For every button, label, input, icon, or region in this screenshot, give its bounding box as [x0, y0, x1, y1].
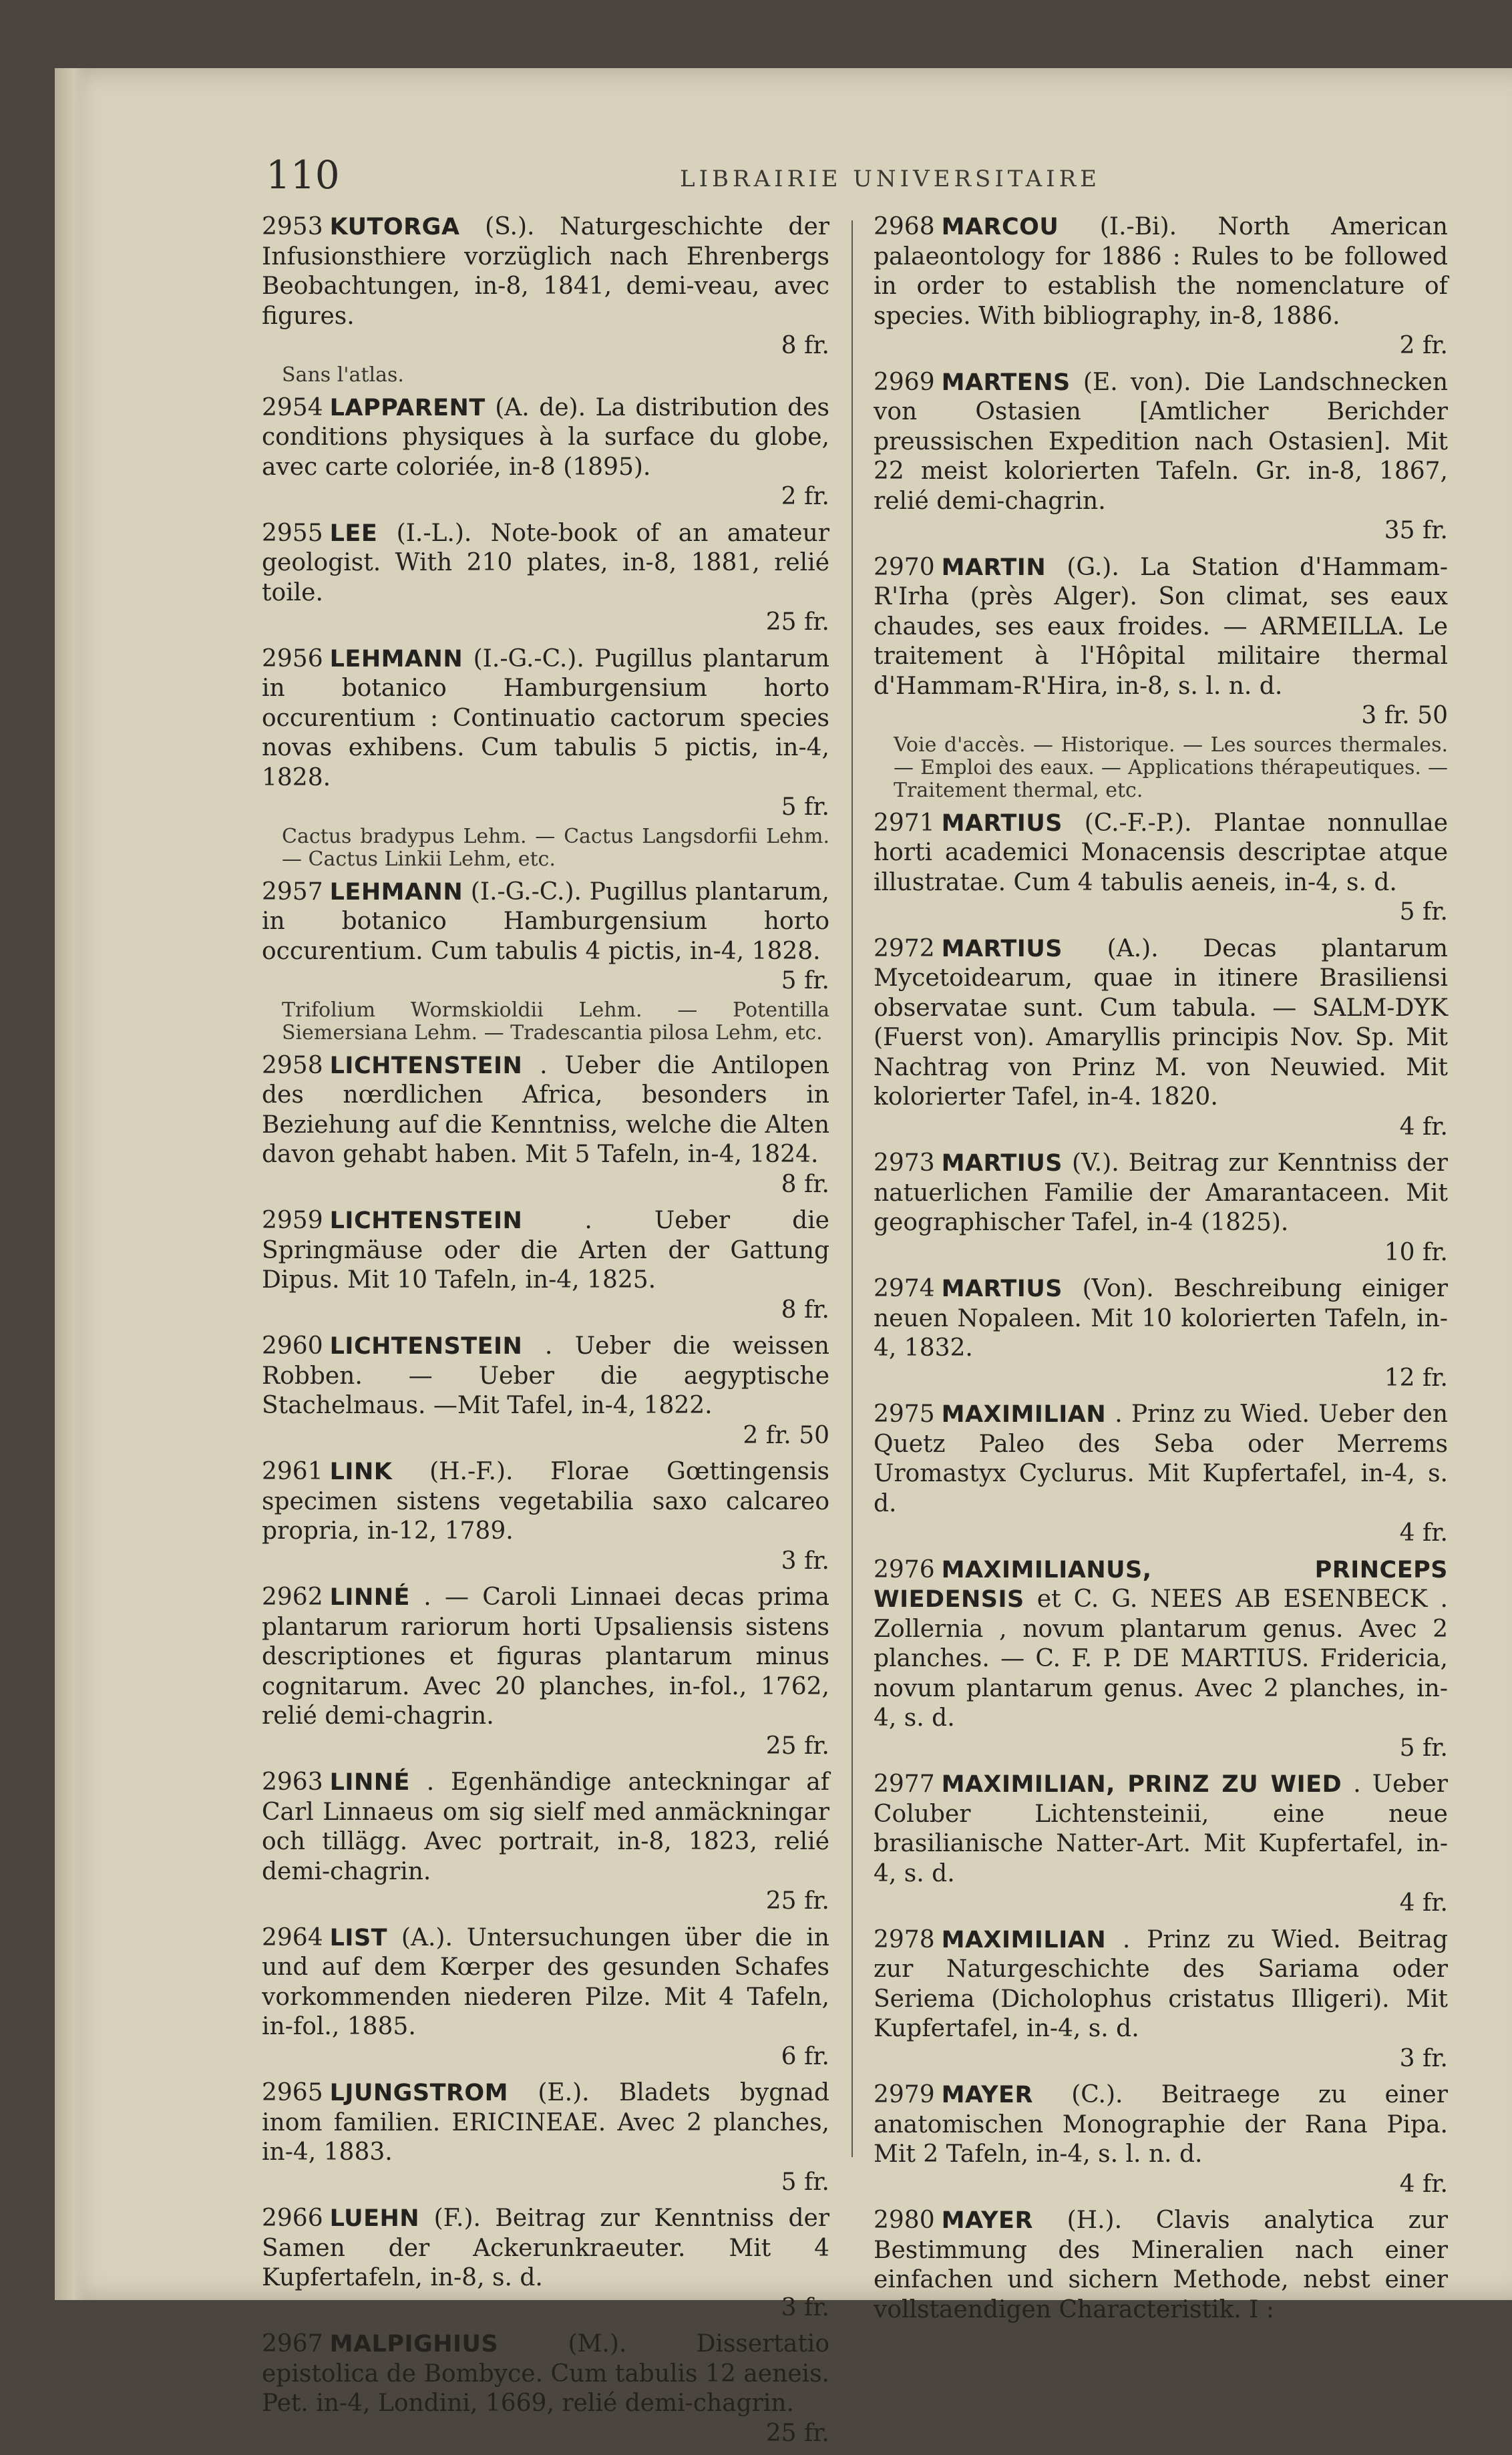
entry-description: (H.-F.). Florae Gœttingensis specimen sistens vegetabilia saxo calcareo propria, in-12, 1789. [262, 1458, 829, 1545]
entry-body [874, 212, 1448, 361]
entry-author: MAYER [941, 2082, 1033, 2108]
catalogue-entry [874, 553, 1448, 802]
entry-note: Trifolium Wormskioldii Lehm. — Potentilla Siemersiana Lehm. — Tradescantia pilosa Lehm, etc. [282, 998, 829, 1045]
entry-author: MARCOU [941, 214, 1059, 240]
entry-author: MARTIUS [941, 809, 1063, 837]
catalogue-entry [262, 1206, 829, 1325]
catalogue-entry [874, 1770, 1448, 1919]
entry-body [874, 809, 1448, 928]
entry-price: 25 fr. [765, 1732, 829, 1760]
entry-author: MAXIMILIAN [941, 1401, 1107, 1428]
entry-body [262, 1051, 829, 1200]
entry-description: . Ueber Coluber Lichtensteinii, eine neue brasilianische Natter-Art. Mit Kupfertafel, in-4, s. d. [874, 1770, 1449, 1887]
entry-price: 5 fr. [781, 2168, 829, 2196]
entry-description: et C. G. NEES AB ESENBECK . Zollernia , novum plantarum genus. Avec 2 planches. — C. F. P. DE MARTIUS. Fridericia, novum plantarum genus. Avec 2 planches, in-4, s. d. [874, 1585, 1448, 1732]
entry-author: MARTIN [941, 554, 1047, 581]
entry-body [874, 1400, 1448, 1549]
catalogue-entry [874, 1149, 1448, 1268]
entry-number: 2953 [262, 213, 323, 240]
entry-body [262, 519, 829, 638]
entry-description: (V.). Beitrag zur Kenntniss der natuerlichen Familie der Amarantaceen. Mit geographischer Tafel, in-4 (1825). [874, 1149, 1448, 1236]
entry-description: (A. de). La distribution des conditions physiques à la surface du globe, avec carte coloriée, in-8 (1895). [262, 393, 829, 481]
entry-description: . Prinz zu Wied. Beitrag zur Naturgeschichte des Sariama oder Seriema (Dicholophus cristatus Illigeri). Mit Kupfertafel, in-4, s. d. [874, 1925, 1448, 2042]
entry-price: 4 fr. [1399, 1113, 1448, 1141]
entry-price: 12 fr. [1384, 1364, 1448, 1392]
entry-author: LINK [329, 1459, 393, 1485]
entry-author: LINNÉ [329, 1584, 410, 1611]
catalogue-entry [874, 2080, 1448, 2199]
entry-description: (M.). Dissertatio epistolica de Bombyce. Cum tabulis 12 aeneis. Pet. in-4, Londini, 1669, relié demi-chagrin. [262, 2330, 829, 2417]
entry-body [874, 934, 1448, 1143]
entry-author: MAXIMILIAN [941, 1926, 1107, 1953]
catalogue-entry [262, 878, 829, 1045]
entry-body [874, 1555, 1448, 1764]
entry-author: LINNÉ [329, 1769, 410, 1796]
catalogue-entry [262, 1051, 829, 1200]
entry-description: (I.-G.-C.). Pugillus plantarum in botanico Hamburgensium horto occurentium : Continuatio cactorum species novas exhibens. Cum tabulis 5 pictis, in-4, 1828. [262, 644, 829, 791]
entry-author: LICHTENSTEIN [329, 1052, 523, 1079]
catalogue-entry [262, 1583, 829, 1761]
entry-number: 2966 [262, 2205, 323, 2232]
running-head: LIBRAIRIE UNIVERSITAIRE [680, 166, 1101, 192]
catalogue-entry [262, 1768, 829, 1917]
entry-number: 2965 [262, 2079, 323, 2106]
entry-author: LICHTENSTEIN [329, 1207, 523, 1234]
entry-number: 2969 [874, 368, 935, 396]
entry-number: 2959 [262, 1207, 323, 1234]
catalogue-entry [874, 2206, 1448, 2325]
entry-description: (F.). Beitrag zur Kenntniss der Samen der Ackerunkraeuter. Mit 4 Kupfertafeln, in-8, s. d. [262, 2205, 829, 2291]
entry-author: LJUNGSTROM [329, 2080, 509, 2106]
left-column [262, 212, 829, 2455]
entry-body [874, 368, 1448, 546]
entry-description: . — Caroli Linnaei decas prima plantarum rariorum horti Upsaliensis sistens descriptiones et figuras plantarum minus cognitarum. Avec 20 planches, in-fol., 1762, relié demi-chagrin. [262, 1583, 830, 1730]
entry-author: LEE [329, 520, 378, 547]
entry-description: (C.). Beitraege zu einer anatomischen Monographie der Rana Pipa. Mit 2 Tafeln, in-4, s. l. n. d. [874, 2081, 1448, 2168]
entry-body [874, 1925, 1448, 2074]
entry-author: LIST [329, 1924, 388, 1951]
entry-number: 2968 [874, 213, 935, 240]
entry-number: 2978 [874, 1925, 935, 1953]
entry-body [262, 2329, 829, 2448]
page-header [266, 152, 1441, 199]
entry-body [262, 644, 829, 823]
entry-number: 2962 [262, 1583, 323, 1611]
entry-author: LUEHN [329, 2205, 420, 2232]
entry-price: 5 fr. [1399, 898, 1448, 926]
entry-body [262, 1457, 829, 1576]
entry-number: 2973 [874, 1149, 935, 1177]
entry-description: (A.). Untersuchungen über die in und auf dem Kœrper des gesunden Schafes vorkommenden niederen Pilze. Mit 4 Tafeln, in-fol., 1885. [262, 1923, 829, 2040]
entry-number: 2972 [874, 934, 935, 962]
entry-price: 5 fr. [781, 793, 829, 821]
entry-number: 2961 [262, 1458, 323, 1485]
entry-body [262, 1206, 829, 1325]
catalogue-entry [874, 212, 1448, 361]
catalogue-entry [874, 368, 1448, 546]
entry-author: MALPIGHIUS [329, 2331, 499, 2357]
catalogue-entry [874, 809, 1448, 928]
entry-body [874, 1274, 1448, 1393]
entry-number: 2979 [874, 2081, 935, 2108]
entry-body [262, 2078, 829, 2197]
entry-number: 2980 [874, 2207, 935, 2234]
column-divider [852, 220, 853, 2157]
catalogue-entry [874, 1925, 1448, 2074]
entry-description: (H.). Clavis analytica zur Bestimmung des Mineralien nach einer einfachen und sichern Methode, nebst einer vollstaendigen Characteristik. I : [874, 2207, 1448, 2323]
entry-price: 4 fr. [1399, 1889, 1448, 1917]
entry-number: 2977 [874, 1770, 935, 1798]
entry-number: 2958 [262, 1051, 323, 1079]
entry-description: (I.-Bi). North American palaeontology for 1886 : Rules to be followed in order to establish the nomenclature of species. With bibliography, in-8, 1886. [874, 213, 1448, 330]
entry-body [262, 393, 829, 512]
entry-description: (S.). Naturgeschichte der Infusionsthiere vorzüglich nach Ehrenbergs Beobachtungen, in-8, 1841, demi-veau, avec figures. [262, 213, 829, 330]
entry-number: 2970 [874, 553, 935, 581]
entry-body [874, 2080, 1448, 2199]
entry-price: 5 fr. [1399, 1734, 1448, 1762]
entry-author: LAPPARENT [329, 394, 486, 421]
entry-author: MAXIMILIAN, PRINZ ZU WIED [941, 1771, 1342, 1798]
entry-description: (I.-G.-C.). Pugillus plantarum, in botanico Hamburgensium horto occurentium. Cum tabulis 4 pictis, in-4, 1828. [262, 878, 829, 965]
page-gutter-shadow [55, 68, 87, 2300]
entry-description: . Prinz zu Wied. Ueber den Quetz Paleo des Seba oder Merrems Uromastyx Cyclurus. Mit Kupfertafel, in-4, s. d. [874, 1400, 1448, 1517]
entry-price: 10 fr. [1384, 1238, 1448, 1266]
entry-number: 2954 [262, 393, 323, 421]
entry-note: Cactus bradypus Lehm. — Cactus Langsdorfii Lehm. — Cactus Linkii Lehm, etc. [282, 824, 829, 871]
entry-description: (A.). Decas plantarum Mycetoidearum, quae in itinere Brasiliensi observatae sunt. Cum tabula. — SALM-DYK (Fuerst von). Amaryllis principis Nov. Sp. Mit Nachtrag von Prinz M. von Neuwied. Mit kolorierter Tafel, in-4. 1820. [874, 934, 1448, 1111]
entry-description: (Von). Beschreibung einiger neuen Nopaleen. Mit 10 kolorierten Tafeln, in-4, 1832. [874, 1275, 1448, 1362]
catalogue-entry [262, 393, 829, 512]
entry-body [262, 212, 829, 361]
entry-body [262, 1332, 829, 1451]
entry-author: MAYER [941, 2207, 1033, 2234]
entry-price: 2 fr. [781, 483, 829, 510]
entry-price: 6 fr. [781, 2042, 829, 2070]
entry-note: Voie d'accès. — Historique. — Les sources thermales. — Emploi des eaux. — Applications thérapeutiques. — Traitement thermal, etc. [894, 733, 1448, 802]
entry-body [874, 1770, 1448, 1919]
entry-price: 8 fr. [781, 1170, 829, 1198]
entry-description: . Ueber die weissen Robben. — Ueber die aegyptische Stachelmaus. —Mit Tafel, in-4, 1822. [262, 1332, 829, 1419]
catalogue-entry [874, 1274, 1448, 1393]
catalogue-entry [874, 1400, 1448, 1549]
entry-author: MARTIUS [941, 1150, 1063, 1177]
entry-price: 3 fr. 50 [1361, 702, 1448, 729]
entry-body [262, 1583, 829, 1761]
catalogue-entry [874, 1555, 1448, 1764]
entry-body [262, 1768, 829, 1917]
entry-number: 2975 [874, 1400, 935, 1428]
entry-number: 2971 [874, 809, 935, 837]
entry-number: 2964 [262, 1923, 323, 1951]
entry-body [874, 1149, 1448, 1268]
entry-body [874, 553, 1448, 731]
entry-price: 3 fr. [1399, 2044, 1448, 2072]
entry-price: 8 fr. [781, 1296, 829, 1324]
entry-price: 4 fr. [1399, 1519, 1448, 1547]
entry-description: . Ueber die Springmäuse oder die Arten der Gattung Dipus. Mit 10 Tafeln, in-4, 1825. [262, 1207, 829, 1294]
entry-note: Sans l'atlas. [282, 363, 404, 387]
catalogue-entry [874, 934, 1448, 1143]
entry-description: . Egenhändige anteckningar af Carl Linnaeus om sig sielf med anmäckningar och tillägg. Avec portrait, in-8, 1823, relié demi-chagrin. [262, 1768, 829, 1885]
entry-number: 2956 [262, 644, 323, 673]
entry-price: 2 fr. [1399, 332, 1448, 359]
catalogue-entry [262, 1457, 829, 1576]
entry-description: . Ueber die Antilopen des nœrdlichen Africa, besonders in Beziehung auf die Kenntniss, welche die Alten davon gehabt haben. Mit 5 Tafeln, in-4, 1824. [262, 1051, 829, 1168]
entry-author: LEHMANN [329, 645, 463, 673]
catalogue-entry [262, 2078, 829, 2197]
catalogue-entry [262, 212, 829, 387]
entry-description: (C.-F.-P.). Plantae nonnullae horti academici Monacensis descriptae atque illustratae. Cum 4 tabulis aeneis, in-4, s. d. [874, 809, 1448, 896]
entry-price: 25 fr. [765, 608, 829, 636]
entry-description: (E.). Bladets bygnad inom familien. ERICINEAE. Avec 2 planches, in-4, 1883. [262, 2079, 829, 2166]
entry-description: (G.). La Station d'Hammam-R'Irha (près Alger). Son climat, ses eaux chaudes, ses eaux froides. — ARMEILLA. Le traitement à l'Hôpital militaire thermal d'Hammam-R'Hira, in-8, s. l. n. d. [874, 553, 1448, 700]
page-number: 110 [266, 152, 340, 198]
entry-price: 4 fr. [1399, 2170, 1448, 2198]
entry-number: 2976 [874, 1555, 935, 1583]
entry-body [262, 1923, 829, 2072]
entry-number: 2963 [262, 1768, 323, 1796]
entry-author: LICHTENSTEIN [329, 1333, 523, 1360]
entry-body [262, 878, 829, 996]
entry-author: MARTIUS [941, 1276, 1063, 1302]
catalogue-entry [262, 1332, 829, 1451]
entry-number: 2955 [262, 519, 323, 547]
catalogue-entry [262, 2329, 829, 2448]
entry-price: 3 fr. [781, 1547, 829, 1575]
catalogue-entry [262, 2204, 829, 2323]
entry-body [262, 2204, 829, 2323]
right-column [874, 212, 1448, 2331]
entry-price: 8 fr. [781, 332, 829, 359]
entry-author: KUTORGA [329, 214, 460, 240]
entry-price: 3 fr. [781, 2293, 829, 2321]
entry-body [874, 2206, 1448, 2325]
entry-author: MARTENS [941, 369, 1071, 396]
entry-price: 5 fr. [781, 967, 829, 994]
catalogue-entry [262, 644, 829, 871]
entry-price: 35 fr. [1384, 517, 1448, 544]
catalogue-entry [262, 519, 829, 638]
entry-author: MARTIUS [941, 935, 1063, 962]
entry-description: (E. von). Die Landschnecken von Ostasien [Amtlicher Berichder preussischen Expedition nach Ostasien]. Mit 22 meist kolorierten Tafeln. Gr. in-8, 1867, relié demi-chagrin. [874, 368, 1448, 515]
entry-author: LEHMANN [329, 878, 463, 906]
entry-number: 2974 [874, 1275, 935, 1302]
entry-description: (I.-L.). Note-book of an amateur geologist. With 210 plates, in-8, 1881, relié toile. [262, 519, 829, 606]
entry-author: MAXIMILIANUS, PRINCEPS WIEDENSIS [874, 1556, 1448, 1613]
entry-number: 2960 [262, 1332, 323, 1360]
entry-price: 25 fr. [765, 1887, 829, 1915]
catalogue-entry [262, 1923, 829, 2072]
entry-number: 2957 [262, 878, 323, 906]
entry-price: 2 fr. 50 [743, 1421, 829, 1449]
entry-price: 25 fr. [765, 2419, 829, 2447]
entry-number: 2967 [262, 2330, 323, 2357]
